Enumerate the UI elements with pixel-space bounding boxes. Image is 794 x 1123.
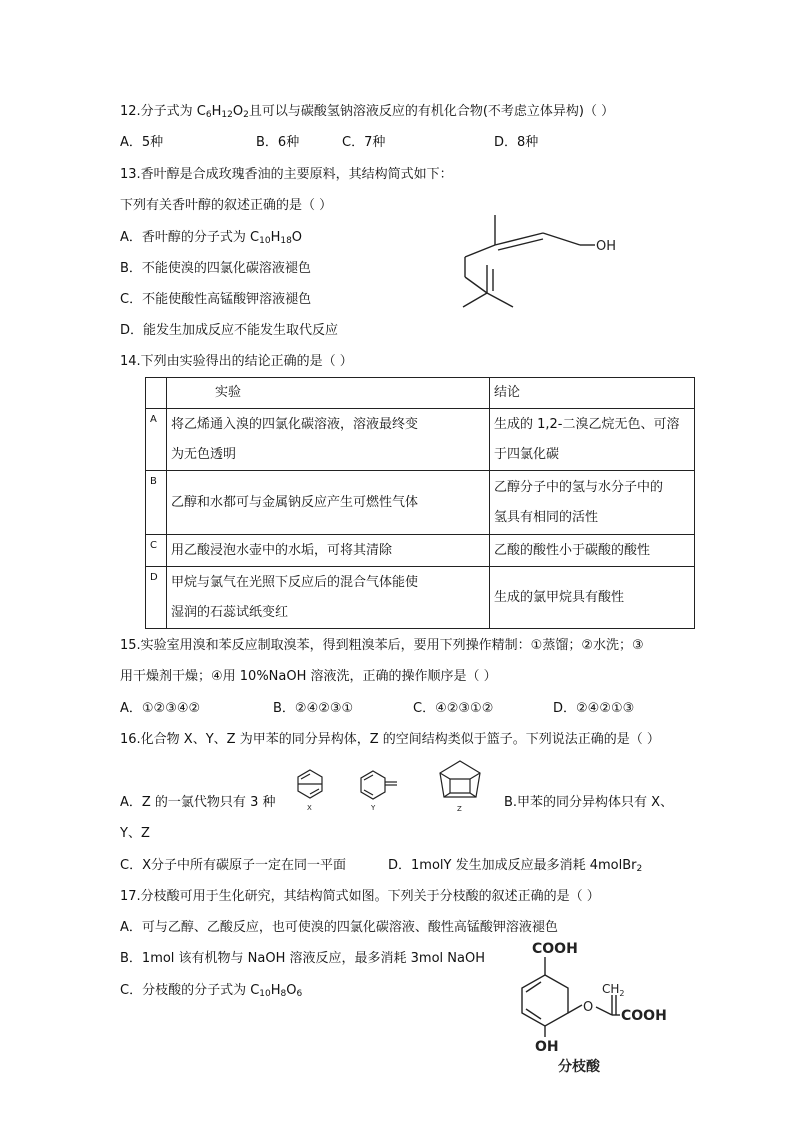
q12-option-c[interactable]: C．7种: [342, 135, 386, 150]
table-row-d: [146, 567, 695, 629]
q15-stem-line2: 用干燥剂干燥；④用 10%NaOH 溶液洗，正确的操作顺序是（ ）: [120, 669, 497, 684]
q13-option-a[interactable]: A．香叶醇的分子式为 $C_{10}H_{18}O$: [120, 230, 303, 246]
q17-option-b[interactable]: B．1mol 该有机物与 NaOH 溶液反应，最多消耗 3mol NaOH: [120, 951, 485, 966]
chorismic-acid-structure: [500, 935, 680, 1075]
geraniol-oh-label: OH: [596, 239, 617, 254]
row-experiment: 乙醇和水都可与金属钠反应产生可燃性气体: [167, 471, 490, 535]
compound-y-structure: [355, 765, 405, 815]
q13-option-c[interactable]: C．不能使酸性高锰酸钾溶液褪色: [120, 292, 312, 307]
q16-option-a[interactable]: A．Z 的一氯代物只有 3 种: [120, 795, 276, 810]
svg-text:Z: Z: [457, 805, 462, 813]
q15-option-c[interactable]: C．④②③①②: [413, 701, 494, 716]
q13-option-d[interactable]: D．能发生加成反应不能发生取代反应: [120, 323, 339, 338]
row-conclusion: 乙酸的酸性小于碳酸的酸性: [490, 535, 695, 567]
q13-stem: 13.香叶醇是合成玫瑰香油的主要原料，其结构简式如下：: [120, 167, 453, 182]
q17-option-a[interactable]: A．可与乙醇、乙酸反应，也可使溴的四氯化碳溶液、酸性高锰酸钾溶液褪色: [120, 920, 558, 935]
q16-stem: 16.化合物 X、Y、Z 为甲苯的同分异构体，Z 的空间结构类似于篮子。下列说法正确的是（ ）: [120, 732, 660, 747]
row-key: C: [146, 535, 167, 567]
row-key: A: [146, 409, 167, 471]
q17-option-c[interactable]: C．分枝酸的分子式为 $C_{10}H_8O_6$: [120, 983, 303, 999]
row-experiment: 将乙烯通入溴的四氯化碳溶液，溶液最终变 为无色透明: [167, 409, 490, 471]
svg-text:OH: OH: [535, 1039, 559, 1055]
row-conclusion: 生成的 1,2-二溴乙烷无色、可溶 于四氯化碳: [490, 409, 695, 471]
q14-stem: 14.下列由实验得出的结论正确的是（ ）: [120, 354, 353, 369]
geraniol-structure: [455, 205, 630, 320]
row-conclusion: 生成的氯甲烷具有酸性: [490, 567, 695, 629]
table-row-a: [146, 409, 695, 471]
q12-option-d[interactable]: D．8种: [494, 135, 539, 150]
q15-stem-line1: 15.实验室用溴和苯反应制取溴苯，得到粗溴苯后，要用下列操作精制：①蒸馏；②水洗；③: [120, 638, 644, 653]
row-key: B: [146, 471, 167, 535]
q15-option-b[interactable]: B．②④②③①: [273, 701, 354, 716]
compound-z-structure: [432, 757, 488, 817]
q12-option-a[interactable]: A．5种: [120, 135, 164, 150]
svg-text:CH2: $CH_2$: [602, 982, 625, 998]
q15-option-d[interactable]: D．②④②①③: [553, 701, 635, 716]
q17-stem: 17.分枝酸可用于生化研究，其结构简式如图。下列关于分枝酸的叙述正确的是（ ）: [120, 889, 600, 904]
row-experiment: 用乙酸浸泡水壶中的水垢，可将其清除: [167, 535, 490, 567]
q16-option-c[interactable]: C．X分子中所有碳原子一定在同一平面: [120, 858, 346, 873]
table-row-c: [146, 535, 695, 567]
svg-text:COOH: COOH: [532, 941, 578, 957]
table-header-row: [146, 378, 695, 409]
q12-stem: 12.分子式为 $C_6H_{12}O_2$且可以与碳酸氢钠溶液反应的有机化合物(不考虑立体异构)（ ）: [120, 104, 615, 120]
header-conclusion: 结论: [490, 378, 695, 409]
svg-text:X: X: [307, 804, 312, 812]
row-experiment: 甲烷与氯气在光照下反应后的混合气体能使 湿润的石蕊试纸变红: [167, 567, 490, 629]
header-experiment: 实验: [167, 378, 490, 409]
q13-option-b[interactable]: B．不能使溴的四氯化碳溶液褪色: [120, 261, 311, 276]
q12-option-b[interactable]: B．6种: [256, 135, 300, 150]
svg-text:COOH: COOH: [621, 1008, 667, 1024]
svg-text:分枝酸: 分枝酸: [558, 1059, 600, 1075]
q15-option-a[interactable]: A．①②③④②: [120, 701, 201, 716]
q13-sub-stem: 下列有关香叶醇的叙述正确的是（ ）: [120, 198, 333, 213]
q16-option-d[interactable]: D．1molY 发生加成反应最多消耗 4molBr$_2$: [388, 858, 643, 874]
svg-text:Y: Y: [371, 804, 376, 812]
row-conclusion: 乙醇分子中的氢与水分子中的 氢具有相同的活性: [490, 471, 695, 535]
table-row-b: [146, 471, 695, 535]
q16-option-b-cont: Y、Z: [120, 826, 150, 841]
q16-option-b[interactable]: B.甲苯的同分异构体只有 X、: [504, 795, 674, 810]
q14-table: [145, 377, 695, 629]
svg-text:O: O: [583, 1000, 594, 1015]
compound-x-structure: [290, 765, 330, 815]
row-key: D: [146, 567, 167, 629]
